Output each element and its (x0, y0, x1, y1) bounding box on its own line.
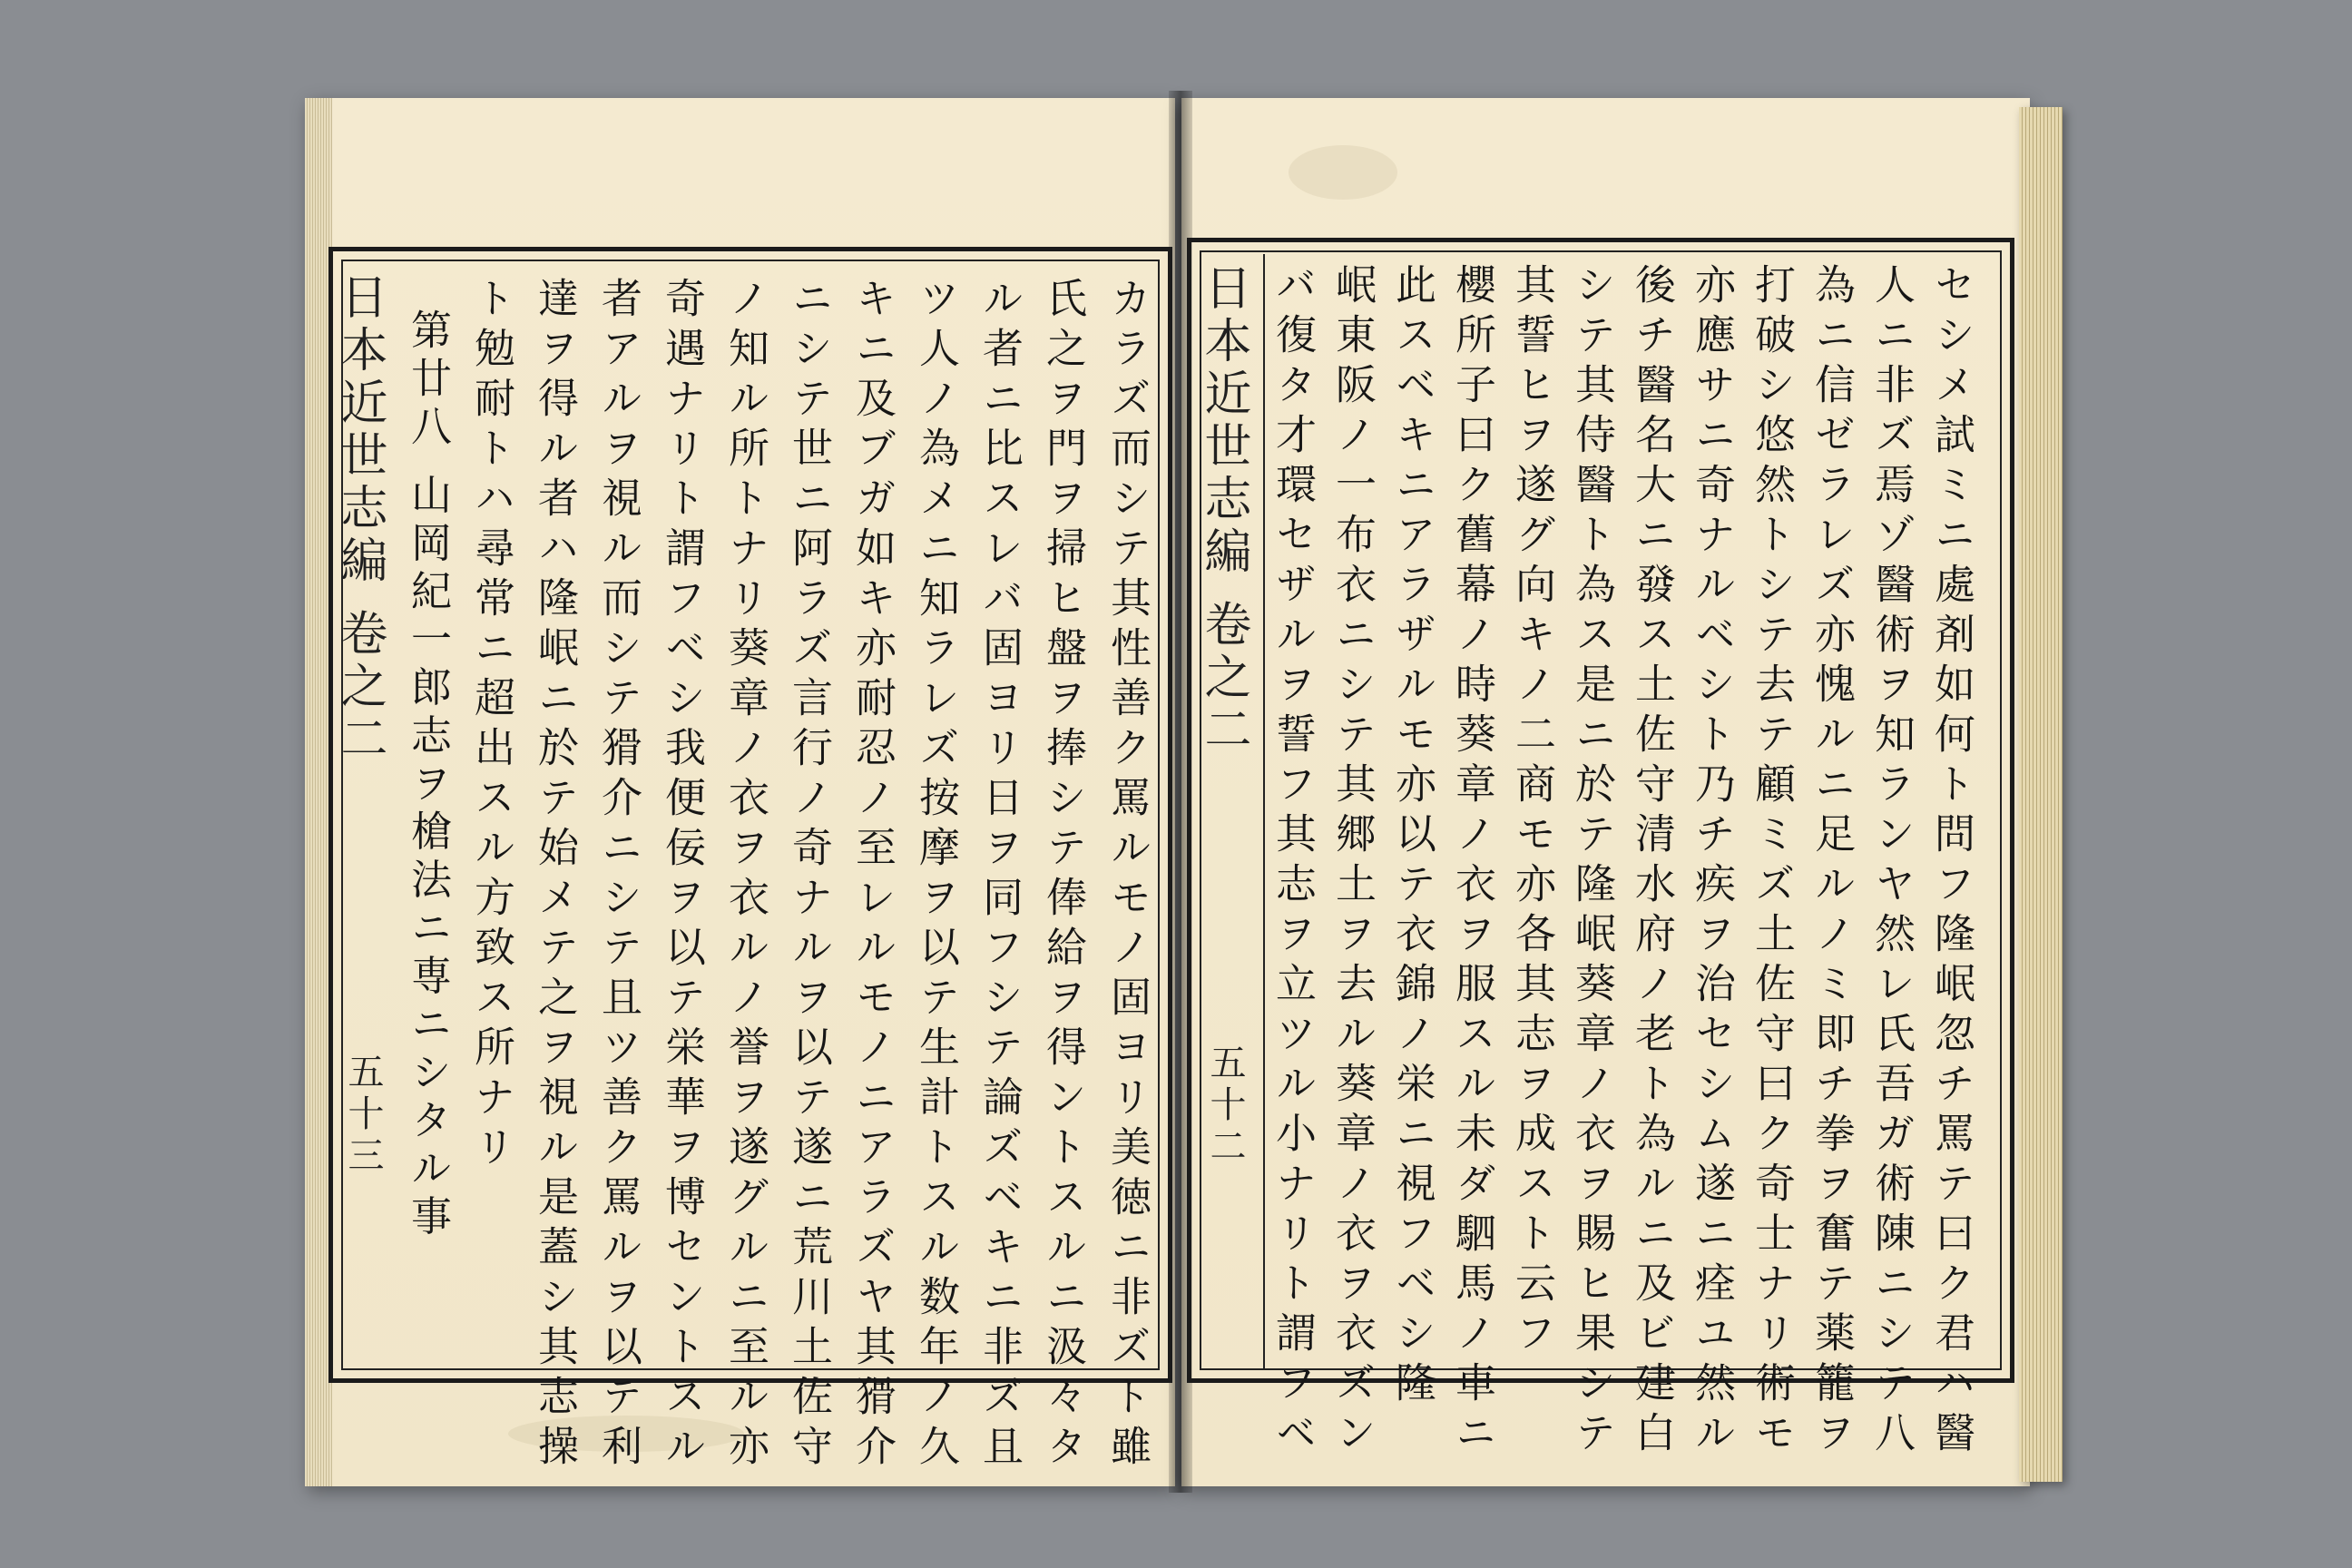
right-body-column: 為ニ信ゼラレズ亦愧ルニ足ルノミ即チ拳ヲ奮テ薬籠ヲ (1808, 263, 1856, 1461)
left-body-column: 達ヲ得ル者ハ隆岷ニ於テ始メテ之ヲ視ル是蓋シ其志操 (531, 277, 579, 1475)
right-body-column: セシメ試ミニ處剤如何ト問フ隆岷忽チ罵テ曰ク君ハ醫 (1927, 263, 1975, 1461)
paper-stain (1289, 145, 1397, 200)
right-body-column: 人ニ非ズ焉ゾ醫術ヲ知ランヤ然レ氏吾ガ術陳ニシテ八 (1867, 263, 1916, 1461)
right-body-column: 其誓ヒヲ遂グ向キノ二商モ亦各其志ヲ成スト云フ (1508, 263, 1556, 1361)
left-body-column: ル者ニ比スレバ固ヨリ日ヲ同フシテ論ズベキニ非ズ且 (975, 277, 1024, 1475)
right-body-column: 亦應サニ奇ナルベシト乃チ疾ヲ治セシム遂ニ痊ユ然ル (1688, 263, 1736, 1461)
left-body-column: キニ及ブガ如キ亦耐忍ノ至レルモノニアラズヤ其猾介 (848, 277, 897, 1475)
left-running-title: 日本近世志編 卷之二 (332, 272, 387, 767)
right-running-title: 日本近世志編 卷之二 (1196, 263, 1250, 758)
left-body-column: ニシテ世ニ阿ラズ言行ノ奇ナルヲ以テ遂ニ荒川土佐守 (785, 277, 833, 1475)
right-folio: 五十二 (1204, 1044, 1246, 1169)
right-body-column: 後チ醫名大ニ發ス土佐守清水府ノ老ト為ルニ及ビ建白 (1628, 263, 1676, 1461)
right-body-column: バ復タ才環セザルヲ誓フ其志ヲ立ツル小ナリト謂フベ (1269, 263, 1317, 1461)
left-body-column: 者アルヲ視ル而シテ猾介ニシテ且ツ善ク罵ルヲ以テ利 (594, 277, 642, 1475)
right-body-column: 櫻所子曰ク舊幕ノ時葵章ノ衣ヲ服スル未ダ駟馬ノ車ニ (1448, 263, 1496, 1461)
left-folio: 五十三 (342, 1053, 384, 1178)
right-page-edge (2019, 107, 2063, 1482)
right-body-column: シテ其侍醫ト為ス是ニ於テ隆岷葵章ノ衣ヲ賜ヒ果シテ (1568, 263, 1616, 1461)
left-body-column: カラズ而シテ其性善ク罵ルモノ固ヨリ美徳ニ非ズト雖 (1103, 277, 1152, 1475)
right-body-column: 此スベキニアラザルモ亦以テ衣錦ノ栄ニ視フベシ隆 (1388, 263, 1436, 1411)
section-subtitle: 第廿八 山岡紀一郎志ヲ槍法ニ専ニシタル事 (404, 309, 452, 1243)
right-body-column: 岷東阪ノ一布衣ニシテ其郷土ヲ去ル葵章ノ衣ヲ衣ズン (1328, 263, 1377, 1461)
left-body-column: ト勉耐トハ尋常ニ超出スル方致ス所ナリ (467, 277, 515, 1175)
left-body-column: 奇遇ナリト謂フベシ我便佞ヲ以テ栄華ヲ博セントスル (658, 277, 706, 1475)
margin-rule (1263, 254, 1265, 1370)
left-body-column: ツ人ノ為メニ知ラレズ按摩ヲ以テ生計トスル数年ノ久 (912, 277, 960, 1475)
left-body-column: ノ知ル所トナリ葵章ノ衣ヲ衣ルノ誉ヲ遂グルニ至ル亦 (721, 277, 769, 1475)
left-body-column: 氏之ヲ門ヲ掃ヒ盤ヲ捧シテ俸給ヲ得ントスルニ汲々タ (1039, 277, 1087, 1475)
right-body-column: 打破シ悠然トシテ去テ顧ミズ土佐守曰ク奇士ナリ術モ (1748, 263, 1796, 1461)
